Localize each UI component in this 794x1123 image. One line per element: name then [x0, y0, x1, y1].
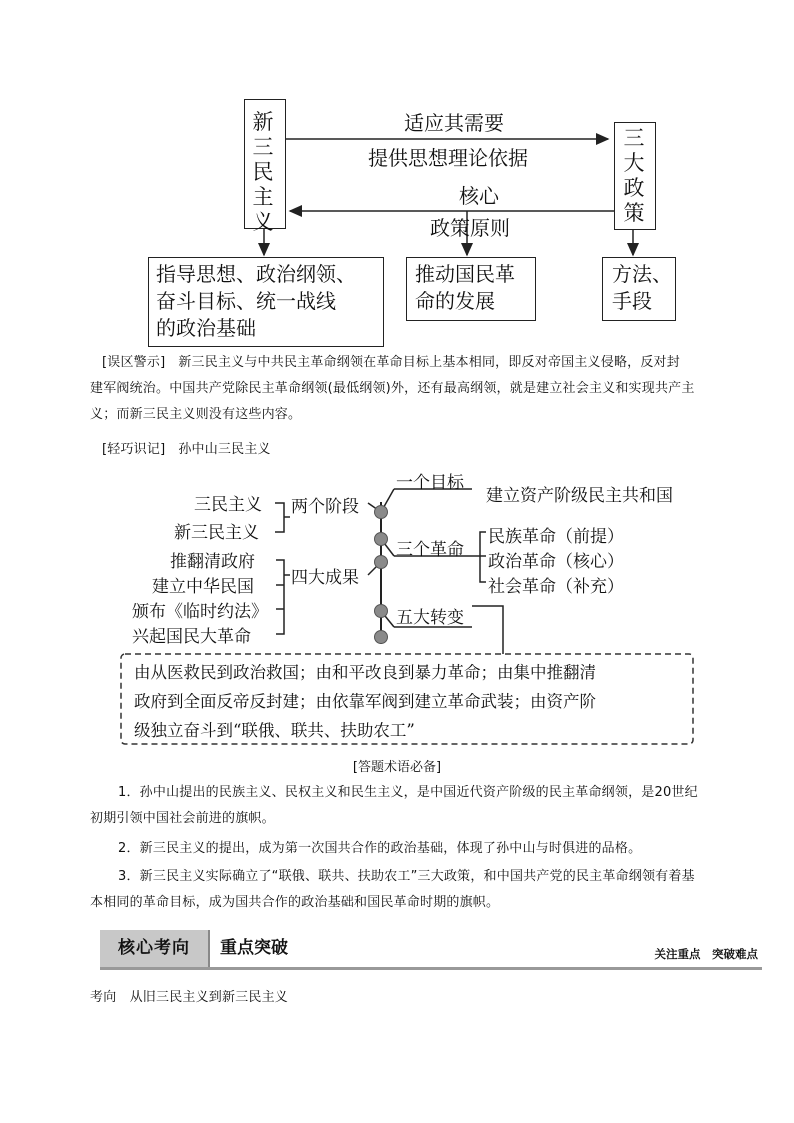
term-1-line-1: 1．孙中山提出的民族主义、民权主义和民生主义，是中国近代资产阶级的民主革命纲领，是20世纪: [118, 785, 698, 800]
section-title: 重点突破: [220, 938, 288, 958]
method-line-2: 手段: [612, 289, 652, 313]
mm-group-two-stages: 两个阶段: [291, 497, 359, 517]
mm-revolution-3: 社会革命（补充）: [488, 577, 624, 597]
warning-label: [误区警示]: [102, 355, 166, 370]
mm-revolution-label: 三个革命: [396, 540, 464, 560]
warning-line-1: 新三民主义与中共民主革命纲领在革命目标上基本相同，即反对帝国主义侵略，反对封: [178, 355, 680, 370]
arrow-label-adapt: 适应其需要: [404, 111, 504, 135]
mm-left-top-1: 三民主义: [194, 495, 262, 515]
mm-transform-line-2: 政府到全面反帝反封建；由依靠军阀到建立革命武装；由资产阶: [134, 692, 596, 711]
term-item-3: [90, 864, 770, 916]
mm-goal-label: 一个目标: [396, 473, 464, 493]
mm-left-bottom-1: 推翻清政府: [170, 552, 255, 572]
mm-left-bottom-2: 建立中华民国: [152, 577, 254, 597]
term-2-line-1: 2．新三民主义的提出，成为第一次国共合作的政治基础，体现了孙中山与时俱进的品格。: [118, 841, 642, 856]
new-three-principles-label: 新三民主义: [252, 110, 274, 234]
mm-left-top-2: 新三民主义: [174, 523, 259, 543]
promote-revolution-line-2: 命的发展: [415, 289, 495, 313]
section-underline: [100, 967, 762, 970]
guiding-ideology-line-2: 奋斗目标、统一战线: [156, 289, 336, 313]
mm-revolution-1: 民族革命（前提）: [488, 527, 624, 547]
mm-group-four-achievements: 四大成果: [291, 568, 359, 588]
mm-goal-text: 建立资产阶级民主共和国: [486, 486, 673, 506]
three-policies-label: 三大政策: [623, 126, 645, 225]
warning-line-2: 建军阀统治。中国共产党除民主革命纲领(最低纲领)外，还有最高纲领，就是建立社会主义和实现共产主: [90, 381, 695, 396]
arrow-label-provide: 提供思想理论依据: [368, 146, 528, 170]
term-item-1: [90, 780, 770, 832]
section-right-note: 关注重点 突破难点: [654, 947, 758, 961]
mm-left-bottom-4: 兴起国民大革命: [132, 627, 251, 647]
mm-transform-line-3: 级独立奋斗到“联俄、联共、扶助农工”: [134, 721, 415, 740]
terms-title: [答题术语必备]: [352, 760, 442, 775]
mm-revolution-2: 政治革命（核心）: [488, 552, 624, 572]
memory-label: [轻巧识记]: [102, 442, 166, 457]
section-tag: 核心考向: [100, 930, 210, 967]
memory-title: 孙中山三民主义: [178, 442, 271, 457]
arrow-label-core: 核心: [459, 184, 499, 208]
mm-transform-line-1: 由从医救民到政治救国；由和平改良到暴力革命；由集中推翻清: [134, 663, 596, 682]
guiding-ideology-line-1: 指导思想、政治纲领、: [156, 262, 356, 286]
term-3-line-1: 3．新三民主义实际确立了“联俄、联共、扶助农工”三大政策，和中国共产党的民主革命纲领有着基: [118, 869, 695, 884]
guiding-ideology-line-3: 的政治基础: [156, 316, 256, 340]
section-header-bar: [100, 930, 762, 970]
term-item-2: [90, 836, 770, 862]
mm-transform-label: 五大转变: [396, 608, 464, 628]
method-line-1: 方法、: [612, 262, 672, 286]
promote-revolution-line-1: 推动国民革: [415, 262, 515, 286]
warning-line-3: 义；而新三民主义则没有这些内容。: [90, 407, 302, 422]
term-3-line-2: 本相同的革命目标，成为国共合作的政治基础和国民革命时期的旗帜。: [90, 895, 500, 910]
term-1-line-2: 初期引领中国社会前进的旗帜。: [90, 811, 275, 826]
arrow-label-policy: 政策原则: [430, 216, 510, 240]
topic-line: 考向 从旧三民主义到新三民主义: [90, 990, 289, 1005]
mm-left-bottom-3: 颁布《临时约法》: [132, 602, 268, 622]
